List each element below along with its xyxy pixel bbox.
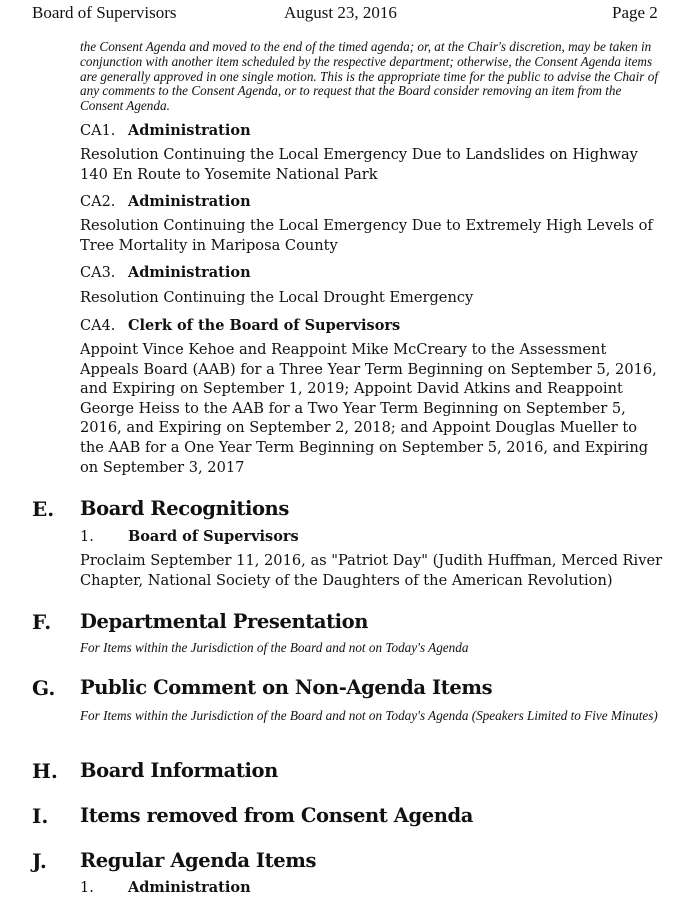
section-f-title: Departmental Presentation — [80, 610, 369, 633]
section-i-letter: I. — [32, 804, 49, 828]
consent-item-number: CA2. — [80, 194, 116, 210]
consent-item-heading — [80, 264, 251, 281]
section-e-letter: E. — [32, 497, 55, 521]
consent-item-department: Administration — [128, 193, 251, 210]
consent-item-heading — [80, 122, 251, 139]
section-f-letter: F. — [32, 610, 52, 634]
header-date: August 23, 2016 — [284, 3, 397, 22]
section-f-note: For Items within the Jurisdiction of the Board and not on Today's Agenda — [80, 640, 469, 655]
consent-agenda-intro: the Consent Agenda and moved to the end of the timed agenda; or, at the Chair's discretion, may be taken in conjunction with another item scheduled by the respective department; otherwise, the Consent Agenda items are generally approved in one single motion. This is the appropriate time for the public to advise the Chair of any comments to the Consent Agenda, or to request that the Board consider removing an item from the Consent Agenda. — [80, 39, 658, 114]
section-j-title: Regular Agenda Items — [80, 849, 317, 872]
section-j-item-heading — [80, 879, 251, 896]
section-e-item-heading — [80, 528, 299, 545]
consent-item-text: Resolution Continuing the Local Drought Emergency — [80, 289, 474, 306]
section-e-item-text: Proclaim September 11, 2016, as "Patriot Day" (Judith Huffman, Merced River Chapter, National Society of the Daughters of the American Revolution) — [80, 552, 663, 589]
section-e-title: Board Recognitions — [80, 497, 289, 520]
header-page-number: Page 2 — [612, 3, 658, 22]
consent-item-number: CA4. — [80, 318, 116, 334]
section-j-letter: J. — [32, 849, 47, 873]
consent-item-number: CA3. — [80, 265, 116, 281]
consent-item-text: Appoint Vince Kehoe and Reappoint Mike McCreary to the Assessment Appeals Board (AAB) for a Three Year Term Beginning on September 5, 2016, and Expiring on September 1, 2019; Appoint David Atkins and Reappoint George Heiss to the AAB for a Two Year Term Beginning on September 5, 2016, and Expiring on September 2, 2018; and Appoint Douglas Mueller to the AAB for a One Year Term Beginning on September 5, 2016, and Expiring on September 3, 2017 — [80, 341, 657, 476]
section-j-item-number: 1. — [80, 880, 94, 896]
consent-item-department: Administration — [128, 122, 251, 139]
header-board-name: Board of Supervisors — [32, 3, 177, 22]
consent-item-heading — [80, 193, 251, 210]
consent-item-department: Administration — [128, 264, 251, 281]
section-e-item-department: Board of Supervisors — [128, 528, 299, 545]
section-g-letter: G. — [32, 676, 56, 700]
consent-item-department: Clerk of the Board of Supervisors — [128, 317, 401, 334]
section-h-letter: H. — [32, 759, 58, 783]
consent-item-text: Resolution Continuing the Local Emergency Due to Landslides on Highway 140 En Route to Yosemite National Park — [80, 146, 638, 183]
section-g-title: Public Comment on Non-Agenda Items — [80, 676, 493, 699]
consent-item-number: CA1. — [80, 123, 116, 139]
section-h-title: Board Information — [80, 759, 278, 782]
section-e-item-number: 1. — [80, 529, 94, 545]
consent-item-text: Resolution Continuing the Local Emergency Due to Extremely High Levels of Tree Mortality in Mariposa County — [80, 217, 653, 254]
section-i-title: Items removed from Consent Agenda — [80, 804, 473, 827]
consent-item-heading — [80, 317, 400, 334]
section-g-note: For Items within the Jurisdiction of the Board and not on Today's Agenda (Speakers Limited to Five Minutes) — [80, 708, 658, 723]
section-j-item-department: Administration — [128, 879, 251, 896]
